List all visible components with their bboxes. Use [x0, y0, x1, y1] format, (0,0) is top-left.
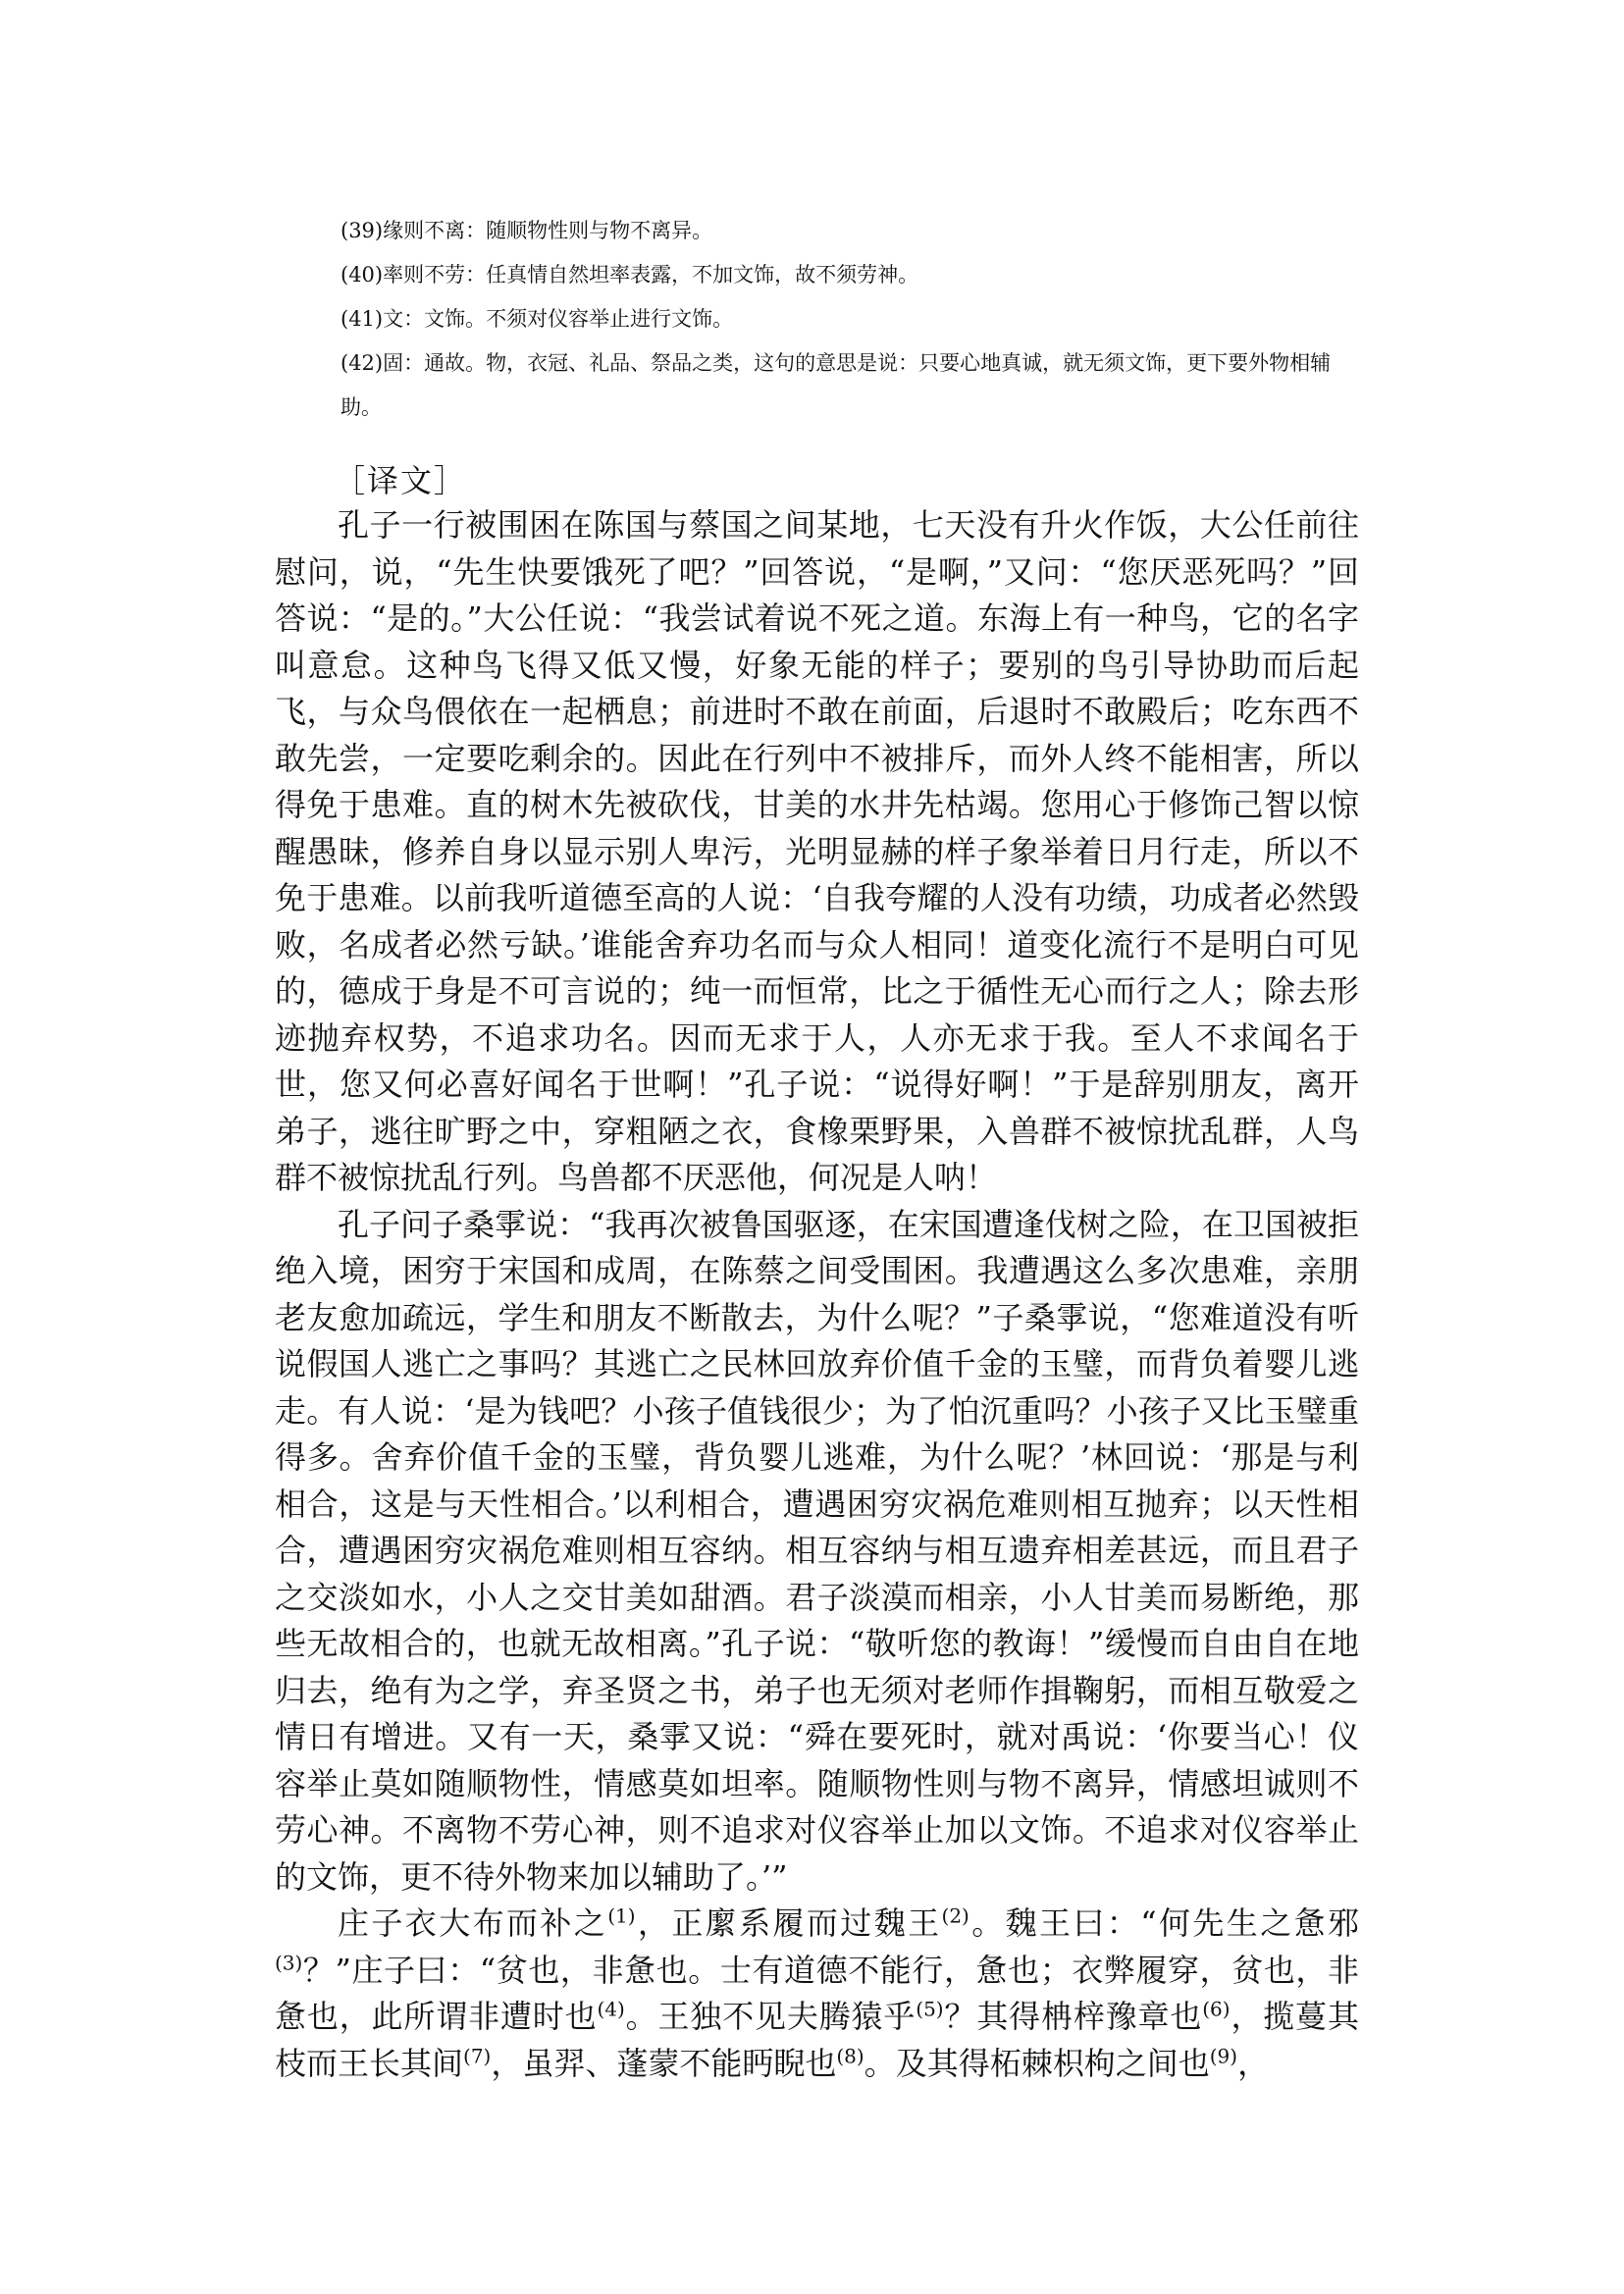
segment: 庄子衣大布而补之: [338, 1904, 608, 1942]
footnote-ref: (6): [1202, 1997, 1231, 2021]
footnote-39: (39)缘则不离：随顺物性则与物不离异。: [341, 219, 713, 242]
footnote-ref: (5): [916, 1997, 944, 2021]
footnote-ref: (1): [607, 1903, 636, 1928]
segment: 。及其得柘棘枳枸之间也: [864, 2044, 1210, 2082]
segment: ，: [1237, 2044, 1270, 2082]
footnote-ref: (7): [463, 2043, 492, 2067]
paragraph-3: [275, 1901, 1359, 2087]
footnote-ref: (8): [836, 2043, 864, 2067]
section-title: ［译文］: [334, 462, 468, 499]
paragraph-1: 孔子一行被围困在陈国与蔡国之间某地，七天没有升火作饭，大公任前往慰问，说，“先生快要饿死了吧？”回答说，“是啊，”又问：“您厌恶死吗？”回答说：“是的。”大公任说：“我尝试着说不死之道。东海上有一种鸟，它的名字叫意怠。这种鸟飞得又低又慢，好象无能的样子；要别的鸟引导协助而后起飞，与众鸟偎依在一起栖息；前进时不敢在前面，后退时不敢殿后；吃东西不敢先尝，一定要吃剩余的。因此在行列中不被排斥，而外人终不能相害，所以得免于患难。直的树木先被砍伐，甘美的水井先枯竭。您用心于修饰己智以惊醒愚昧，修养自身以显示别人卑污，光明显赫的样子象举着日月行走，所以不免于患难。以前我听道德至高的人说：‘自我夸耀的人没有功绩，功成者必然毁败，名成者必然亏缺。’谁能舍弃功名而与众人相同！道变化流行不是明白可见的，德成于身是不可言说的；纯一而恒常，比之于循性无心而行之人；除去形迹抛弃权势，不追求功名。因而无求于人，人亦无求于我。至人不求闻名于世，您又何必喜好闻名于世啊！”孔子说：“说得好啊！”于是辞别朋友，离开弟子，逃往旷野之中，穿粗陋之衣，食橡栗野果，入兽群不被惊扰乱群，人鸟群不被惊扰乱行列。鸟兽都不厌恶他，何况是人呐！: [275, 506, 1359, 1196]
footnote-41: (41)文：文饰。不须对仪容举止进行文饰。: [341, 307, 734, 331]
footnote-42: (42)固：通故。物，衣冠、礼品、祭品之类，这句的意思是说：只要心地真诚，就无须文饰，更下要外物相辅助。: [341, 351, 1332, 419]
footnote-40: (40)率则不劳：任真情自然坦率表露，不加文饰，故不须劳神。: [341, 263, 919, 287]
segment: ？其得柟梓豫章也: [943, 1998, 1203, 2035]
translation-body: [275, 502, 1359, 2087]
segment: ，虽羿、蓬蒙不能眄睨也: [491, 2044, 837, 2082]
segment: ？”庄子曰：“贫也，非惫也。士有道德不能行，惫也；衣弊履穿，贫也，非惫也，此所谓非遭时也: [275, 1951, 1359, 2035]
paragraph-2: 孔子问子桑雽说：“我再次被鲁国驱逐，在宋国遭逢伐树之险，在卫国被拒绝入境，困穷于宋国和成周，在陈蔡之间受围困。我遭遇这么多次患难，亲朋老友愈加疏远，学生和朋友不断散去，为什么呢？”子桑雽说，“您难道没有听说假国人逃亡之事吗？其逃亡之民林回放弃价值千金的玉璧，而背负着婴儿逃走。有人说：‘是为钱吧？小孩子值钱很少；为了怕沉重吗？小孩子又比玉璧重得多。舍弃价值千金的玉璧，背负婴儿逃难，为什么呢？’林回说：‘那是与利相合，这是与天性相合。’以利相合，遭遇困穷灾祸危难则相互抛弃；以天性相合，遭遇困穷灾祸危难则相互容纳。相互容纳与相互遗弃相差甚远，而且君子之交淡如水，小人之交甘美如甜酒。君子淡漠而相亲，小人甘美而易断绝，那些无故相合的，也就无故相离。”孔子说：“敬听您的教诲！”缓慢而自由自在地归去，绝有为之学，弃圣贤之书，弟子也无须对老师作揖鞠躬，而相互敬爱之情日有增进。又有一天，桑雽又说：“舜在要死时，就对禹说：‘你要当心！仪容举止莫如随顺物性，情感莫如坦率。随顺物性则与物不离异，情感坦诚则不劳心神。不离物不劳心神，则不追求对仪容举止加以文饰。不追求对仪容举止的文饰，更不待外物来加以辅助了。’”: [275, 1205, 1359, 1896]
segment: ，揽蔓其枝而王长其间: [275, 1998, 1359, 2082]
footnotes: [341, 209, 1371, 430]
footnote-ref: (3): [275, 1950, 303, 1974]
segment: ，正緳系履而过魏王: [635, 1904, 942, 1942]
segment: 。魏王曰：“何先生之惫邪: [969, 1904, 1359, 1942]
footnote-ref: (2): [941, 1903, 969, 1928]
footnote-ref: (4): [597, 1997, 625, 2021]
segment: 。王独不见夫腾猿乎: [624, 1998, 917, 2035]
footnote-ref: (9): [1209, 2043, 1238, 2067]
